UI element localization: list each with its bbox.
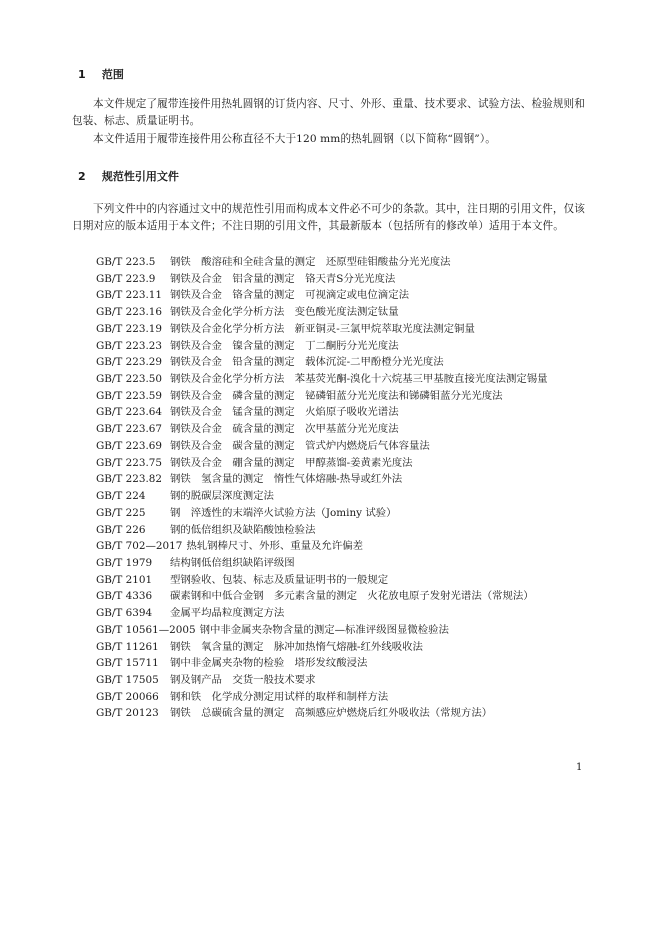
reference-code: GB/T 223.5 (96, 256, 156, 268)
section-1-heading (78, 66, 124, 82)
reference-title: 钢铁及合金 硼含量的测定 甲醇蒸馏-姜黄素光度法 (170, 456, 413, 469)
reference-title: 钢铁 酸溶硅和全硅含量的测定 还原型硅钼酸盐分光光度法 (170, 256, 451, 268)
reference-item (96, 655, 616, 672)
section-1-paragraph-1: 本文件规定了履带连接件用热轧圆钢的订货内容、尺寸、外形、重量、技术要求、试验方法、检验规则和包装、标志、质量证明书。 (72, 98, 585, 127)
reference-title: 碳素钢和中低合金钢 多元素含量的测定 火花放电原子发射光谱法（常规法） (170, 590, 534, 603)
reference-code: GB/T 15711 (96, 657, 159, 670)
reference-title: 金属平均晶粒度测定方法 (170, 607, 285, 620)
reference-code: GB/T 224 (96, 490, 146, 503)
reference-title: 钢铁及合金化学分析方法 变色酸光度法测定钛量 (170, 306, 399, 319)
reference-title: 钢的脱碳层深度测定法 (170, 490, 274, 503)
reference-title: 钢铁及合金 碳含量的测定 管式炉内燃烧后气体容量法 (170, 439, 430, 452)
reference-item (96, 321, 616, 338)
reference-title: 钢铁及合金 锰含量的测定 火焰原子吸收光谱法 (170, 406, 399, 419)
reference-code: GB/T 225 (96, 506, 146, 519)
section-2-number: 2 (78, 170, 86, 183)
section-2-heading (78, 168, 179, 184)
reference-item (96, 622, 616, 639)
reference-item (96, 588, 616, 605)
reference-code: GB/T 223.82 (96, 473, 163, 486)
reference-item (96, 388, 616, 405)
reference-title: 钢中非金属夹杂物含量的测定—标准评级图显微检验法 (199, 623, 449, 636)
reference-code: GB/T 226 (96, 523, 146, 536)
reference-code: GB/T 4336 (96, 590, 153, 603)
reference-code: GB/T 10561—2005 (96, 623, 196, 636)
reference-title: 钢和铁 化学成分测定用试样的取样和制样方法 (170, 690, 389, 703)
reference-title: 钢及钢产品 交货一般技术要求 (170, 673, 316, 686)
reference-item (96, 338, 616, 355)
reference-item (96, 254, 616, 271)
reference-item (96, 605, 616, 622)
reference-item (96, 304, 616, 321)
reference-code: GB/T 223.29 (96, 356, 163, 369)
reference-title: 钢铁及合金 铅含量的测定 载体沉淀-二甲酚橙分光光度法 (170, 356, 444, 369)
section-1-title: 范围 (101, 68, 124, 81)
reference-title: 钢铁及合金化学分析方法 新亚铜灵-三氯甲烷萃取光度法测定铜量 (170, 322, 475, 335)
reference-title: 钢铁 氧含量的测定 脉冲加热惰气熔融-红外线吸收法 (170, 640, 423, 653)
reference-item (96, 471, 616, 488)
reference-code: GB/T 223.9 (96, 272, 156, 285)
reference-item (96, 271, 616, 288)
reference-code: GB/T 11261 (96, 640, 159, 653)
reference-code: GB/T 223.64 (96, 406, 163, 419)
reference-item (96, 488, 616, 505)
reference-title: 钢 淬透性的末端淬火试验方法（Jominy 试验） (170, 506, 397, 519)
section-2-title: 规范性引用文件 (101, 170, 179, 183)
reference-code: GB/T 223.69 (96, 439, 163, 452)
reference-item (96, 505, 616, 522)
reference-code: GB/T 17505 (96, 673, 159, 686)
reference-code: GB/T 223.67 (96, 423, 163, 436)
reference-title: 结构钢低倍组织缺陷评级图 (170, 556, 295, 569)
reference-item (96, 404, 616, 421)
reference-code: GB/T 223.50 (96, 373, 163, 386)
reference-code: GB/T 6394 (96, 607, 153, 620)
reference-title: 钢的低倍组织及缺陷酸蚀检验法 (170, 523, 316, 536)
reference-item (96, 538, 616, 555)
reference-item (96, 572, 616, 589)
reference-list (96, 254, 616, 722)
section-2-intro: 下列文件中的内容通过文中的规范性引用而构成本文件必不可少的条款。其中，注日期的引用文件，仅该日期对应的版本适用于本文件；不注日期的引用文件，其最新版本（包括所有的修改单）适用于本文件。 (72, 203, 585, 232)
reference-code: GB/T 223.59 (96, 389, 163, 402)
reference-item (96, 455, 616, 472)
reference-code: GB/T 1979 (96, 556, 153, 569)
reference-title: 钢铁及合金 磷含量的测定 铋磷钼蓝分光光度法和锑磷钼蓝分光光度法 (170, 389, 503, 402)
reference-code: GB/T 223.11 (96, 289, 163, 302)
reference-item (96, 287, 616, 304)
reference-code: GB/T 702—2017 (96, 540, 183, 553)
section-1-paragraph-2: 本文件适用于履带连接件用公称直径不大于120 mm的热轧圆钢（以下简称“圆钢”）。 (93, 133, 496, 145)
reference-title: 钢铁及合金 镍含量的测定 丁二酮肟分光光度法 (170, 339, 399, 352)
reference-code: GB/T 223.23 (96, 339, 163, 352)
reference-code: GB/T 20066 (96, 690, 159, 703)
reference-item (96, 672, 616, 689)
reference-title: 钢中非金属夹杂物的检验 塔形发纹酸浸法 (170, 657, 368, 670)
reference-item (96, 705, 616, 722)
reference-title: 型钢验收、包装、标志及质量证明书的一般规定 (170, 573, 389, 586)
reference-title: 钢铁 总碳硫含量的测定 高频感应炉燃烧后红外吸收法（常规方法） (170, 707, 493, 720)
reference-title: 钢铁及合金 硫含量的测定 次甲基蓝分光光度法 (170, 423, 399, 436)
reference-title: 热轧钢棒尺寸、外形、重量及允许偏差 (186, 540, 363, 553)
section-1-number: 1 (78, 68, 86, 81)
reference-title: 钢铁及合金化学分析方法 苯基荧光酮-溴化十六烷基三甲基胺直接光度法测定锡量 (170, 373, 548, 386)
reference-code: GB/T 223.75 (96, 456, 163, 469)
reference-code: GB/T 223.19 (96, 322, 163, 335)
reference-code: GB/T 2101 (96, 573, 153, 586)
reference-item (96, 689, 616, 706)
reference-code: GB/T 20123 (96, 707, 159, 720)
reference-item (96, 421, 616, 438)
reference-title: 钢铁及合金 铝含量的测定 铬天青S分光光度法 (170, 272, 396, 285)
reference-item (96, 555, 616, 572)
page-number: 1 (576, 762, 583, 773)
reference-item (96, 354, 616, 371)
reference-item (96, 639, 616, 656)
reference-code: GB/T 223.16 (96, 306, 163, 319)
reference-item (96, 438, 616, 455)
reference-title: 钢铁 氢含量的测定 惰性气体熔融-热导或红外法 (170, 473, 403, 486)
reference-item (96, 522, 616, 539)
reference-title: 钢铁及合金 铬含量的测定 可视滴定或电位滴定法 (170, 289, 409, 302)
reference-item (96, 371, 616, 388)
